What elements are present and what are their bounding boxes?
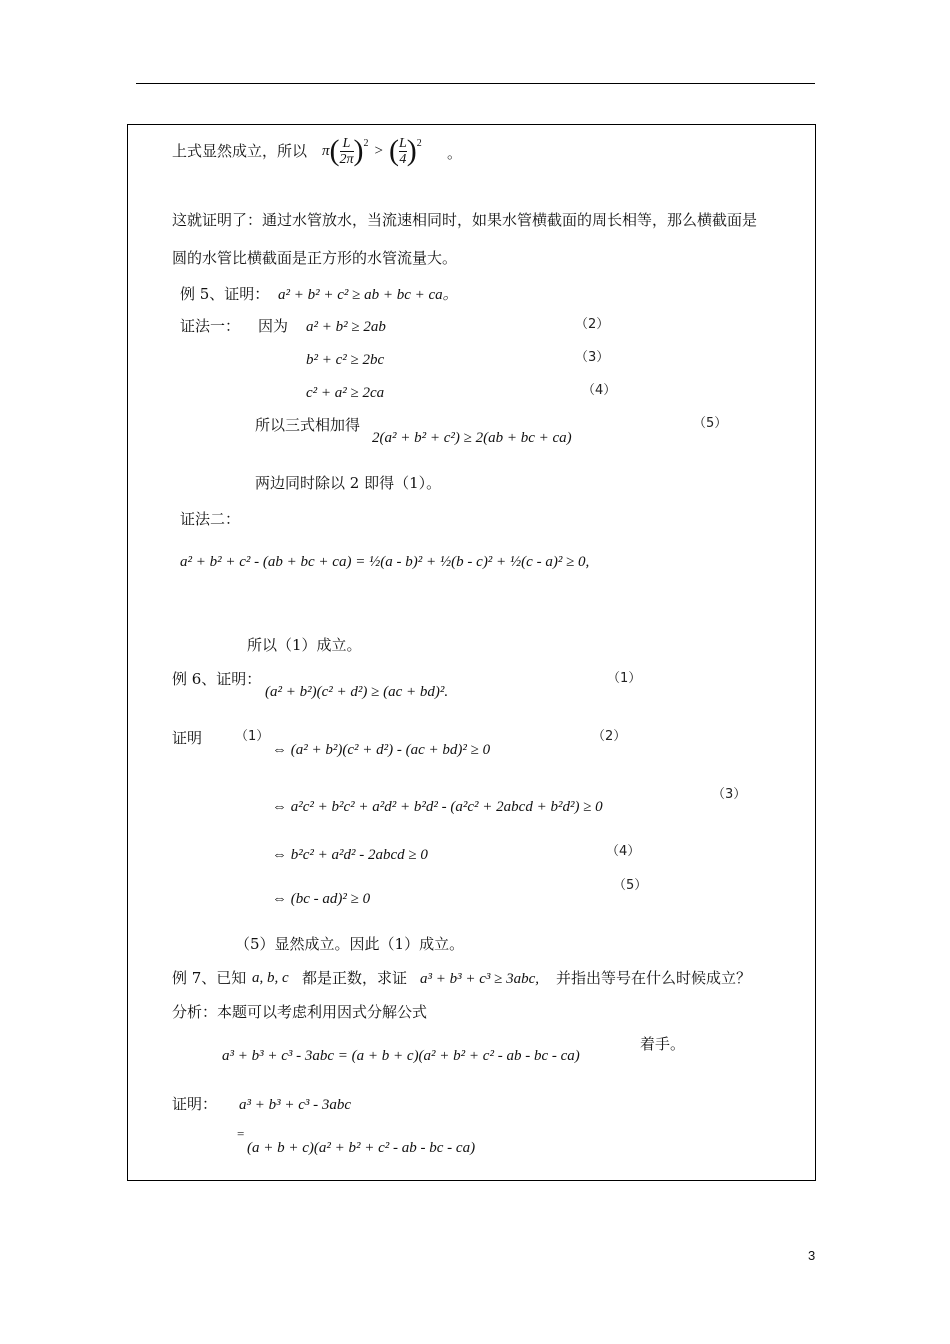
example7-label: 例 7、已知 (172, 969, 247, 987)
example5-label: 例 5、证明： (180, 285, 270, 303)
ex5-line-2: a² + b² ≥ 2ab (306, 319, 386, 335)
ex6-eq-number-3: （3） (712, 787, 747, 802)
ex7-proof-eq: = (237, 1126, 245, 1141)
factor-identity: a³ + b³ + c³ - 3abc = (a + b + c)(a² + b² + c² - ab - bc - ca) (222, 1048, 580, 1064)
eq-number-3: （3） (575, 350, 610, 365)
ex6-proof-label: 证明 (172, 729, 203, 747)
paragraph-line-1: 这就证明了：通过水管放水，当流速相同时，如果水管横截面的周长相等，那么横截面是 (172, 211, 758, 229)
header-rule (136, 83, 815, 84)
analysis-text: 分析：本题可以考虑利用因式分解公式 (172, 1003, 428, 1021)
sum-text: 所以三式相加得 (255, 416, 361, 434)
ex6-step-3: ⇔ a²c² + b²c² + a²d² + b²d² - (a²c² + 2abcd + b²d²) ≥ 0 (272, 799, 603, 815)
ex6-step-5: ⇔ (bc - ad)² ≥ 0 (272, 891, 371, 907)
example6-label: 例 6、证明： (172, 670, 262, 688)
eq-number-4: （4） (582, 383, 617, 398)
fraction-1: $\frac{L}{2\pi}$ (339, 135, 354, 167)
example7-text-end: 并指出等号在什么时候成立？ (556, 969, 752, 987)
intro-text: 上式显然成立，所以 (172, 142, 308, 160)
ex6-eq-number-5: （5） (613, 878, 648, 893)
example7-formula: a³ + b³ + c³ ≥ 3abc, (420, 971, 540, 987)
method2-formula: a² + b² + c² - (ab + bc + ca) = ½(a - b)² + ½(b - c)² + ½(c - a)² ≥ 0, (180, 554, 590, 570)
ex7-proof-label: 证明： (172, 1095, 218, 1113)
fraction-2: $\frac{L}{4}$ (399, 135, 407, 167)
example6-formula: (a² + b²)(c² + d²) ≥ (ac + bd)². (265, 684, 449, 700)
example7-vars: a, b, c (252, 970, 289, 986)
eq-number-2: （2） (575, 317, 610, 332)
intro-formula: π ( $\frac{L}{2\pi}$ ) 2 > ( $\frac{L}{4}$ ) 2 (322, 134, 422, 167)
pi-symbol: π (322, 143, 330, 159)
ex6-eq-number-2: （2） (592, 729, 627, 744)
ex6-step-4: ⇔ b²c² + a²d² - 2abcd ≥ 0 (272, 847, 428, 863)
because-text: 因为 (258, 317, 289, 335)
ex6-eq-number-4: （4） (606, 844, 641, 859)
eq-number-5: （5） (693, 416, 728, 431)
ex6-conclusion: （5）显然成立。因此（1）成立。 (235, 935, 465, 953)
example7-text-mid: 都是正数，求证 (302, 969, 408, 987)
paragraph-line-2: 圆的水管比横截面是正方形的水管流量大。 (172, 249, 458, 267)
ex7-proof-line-2: (a + b + c)(a² + b² + c² - ab - bc - ca) (247, 1140, 476, 1156)
example5-formula: a² + b² + c² ≥ ab + bc + ca。 (278, 287, 458, 303)
content-frame (127, 124, 816, 1181)
method1-label: 证法一： (180, 317, 241, 335)
ex5-line-3: b² + c² ≥ 2bc (306, 352, 385, 368)
ex6-proof-ref: （1） (235, 729, 270, 744)
ex5-line-4: c² + a² ≥ 2ca (306, 385, 385, 401)
sum-formula: 2(a² + b² + c²) ≥ 2(ab + bc + ca) (372, 430, 572, 446)
divide-text: 两边同时除以 2 即得（1）。 (255, 474, 442, 492)
identity-end: 着手。 (640, 1035, 686, 1053)
method2-label: 证法二： (180, 510, 241, 528)
method2-conclusion: 所以（1）成立。 (247, 636, 362, 654)
ex6-step-2: ⇔ (a² + b²)(c² + d²) - (ac + bd)² ≥ 0 (272, 742, 491, 758)
ex6-eq-number-1: （1） (607, 671, 642, 686)
ex7-proof-line-1: a³ + b³ + c³ - 3abc (239, 1097, 352, 1113)
page-number: 3 (808, 1248, 816, 1263)
intro-period: 。 (447, 144, 463, 162)
